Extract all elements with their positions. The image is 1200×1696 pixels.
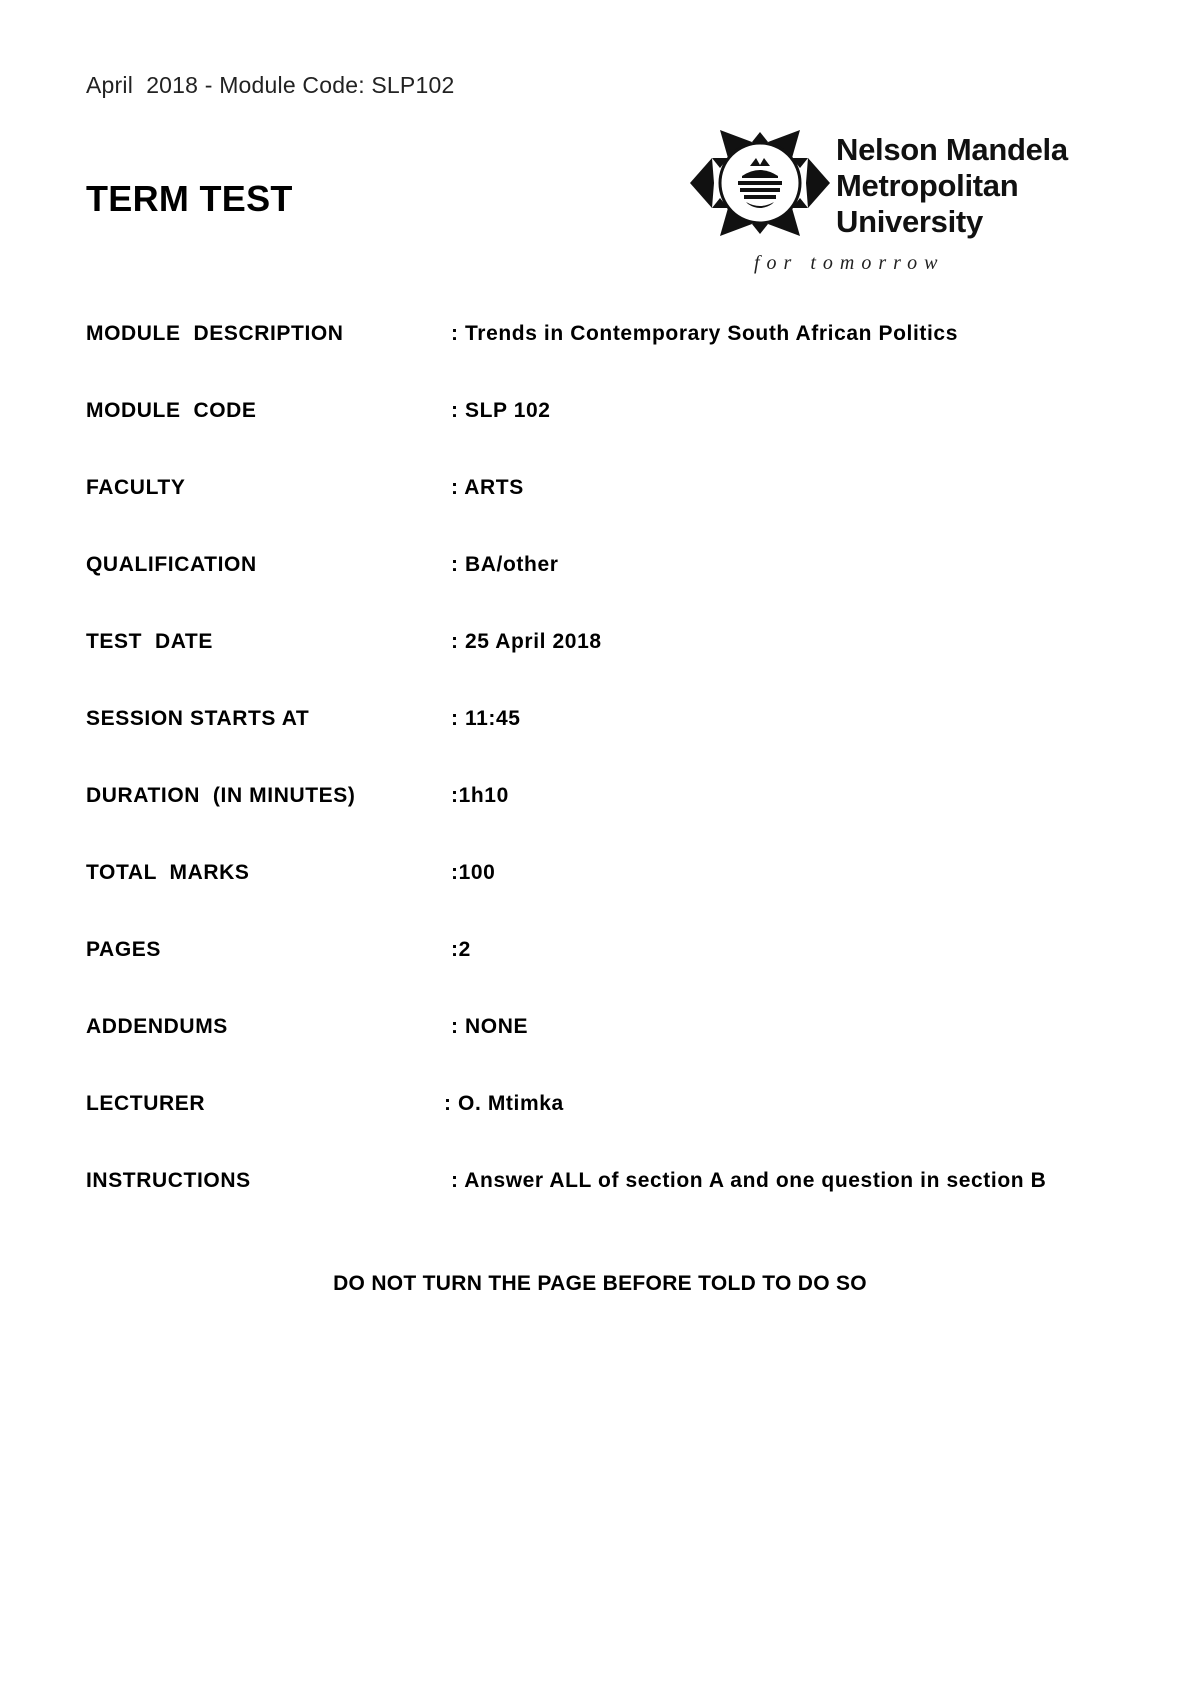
- detail-label: TEST DATE: [86, 630, 213, 653]
- university-name-line: University: [836, 204, 983, 239]
- detail-row-duration: [86, 784, 1146, 861]
- university-name: [836, 132, 1068, 240]
- nmmu-emblem-icon: [690, 128, 830, 238]
- detail-label: FACULTY: [86, 476, 186, 499]
- document-title: TERM TEST: [86, 178, 293, 219]
- detail-label: ADDENDUMS: [86, 1015, 228, 1038]
- detail-row-addendums: [86, 1015, 1146, 1092]
- detail-label: LECTURER: [86, 1092, 206, 1115]
- detail-row-session-start: [86, 707, 1146, 784]
- university-name-line: Metropolitan: [836, 168, 1019, 203]
- detail-label: INSTRUCTIONS: [86, 1169, 251, 1192]
- detail-row-qualification: [86, 553, 1146, 630]
- detail-value: : 25 April 2018: [451, 630, 602, 653]
- test-details: [86, 322, 1146, 1246]
- detail-label: SESSION STARTS AT: [86, 707, 310, 730]
- detail-value: : SLP 102: [451, 399, 551, 422]
- page-header: April 2018 - Module Code: SLP102: [86, 72, 455, 98]
- detail-row-module-description: [86, 322, 1146, 399]
- detail-row-test-date: [86, 630, 1146, 707]
- detail-label: DURATION (IN MINUTES): [86, 784, 356, 807]
- detail-row-pages: [86, 938, 1146, 1015]
- detail-value: : Trends in Contemporary South African Politics: [451, 322, 958, 345]
- detail-row-total-marks: [86, 861, 1146, 938]
- detail-label: MODULE DESCRIPTION: [86, 322, 344, 345]
- detail-row-module-code: [86, 399, 1146, 476]
- page-turn-notice: DO NOT TURN THE PAGE BEFORE TOLD TO DO SO: [333, 1272, 867, 1295]
- detail-value: : ARTS: [451, 476, 524, 499]
- university-tagline: for tomorrow: [754, 252, 945, 274]
- detail-value: :2: [451, 938, 471, 961]
- university-name-line: Nelson Mandela: [836, 132, 1068, 167]
- detail-label: PAGES: [86, 938, 161, 961]
- detail-row-instructions: [86, 1169, 1146, 1246]
- detail-value: : NONE: [451, 1015, 529, 1038]
- detail-value: :1h10: [451, 784, 509, 807]
- detail-value: : BA/other: [451, 553, 559, 576]
- detail-value: : O. Mtimka: [444, 1092, 564, 1115]
- detail-label: MODULE CODE: [86, 399, 257, 422]
- detail-row-lecturer: [86, 1092, 1146, 1169]
- detail-label: TOTAL MARKS: [86, 861, 250, 884]
- university-logo: [690, 128, 1090, 278]
- detail-value: :100: [451, 861, 496, 884]
- detail-value: : Answer ALL of section A and one question in section B: [451, 1169, 1047, 1192]
- detail-value: : 11:45: [451, 707, 521, 730]
- detail-label: QUALIFICATION: [86, 553, 257, 576]
- detail-row-faculty: [86, 476, 1146, 553]
